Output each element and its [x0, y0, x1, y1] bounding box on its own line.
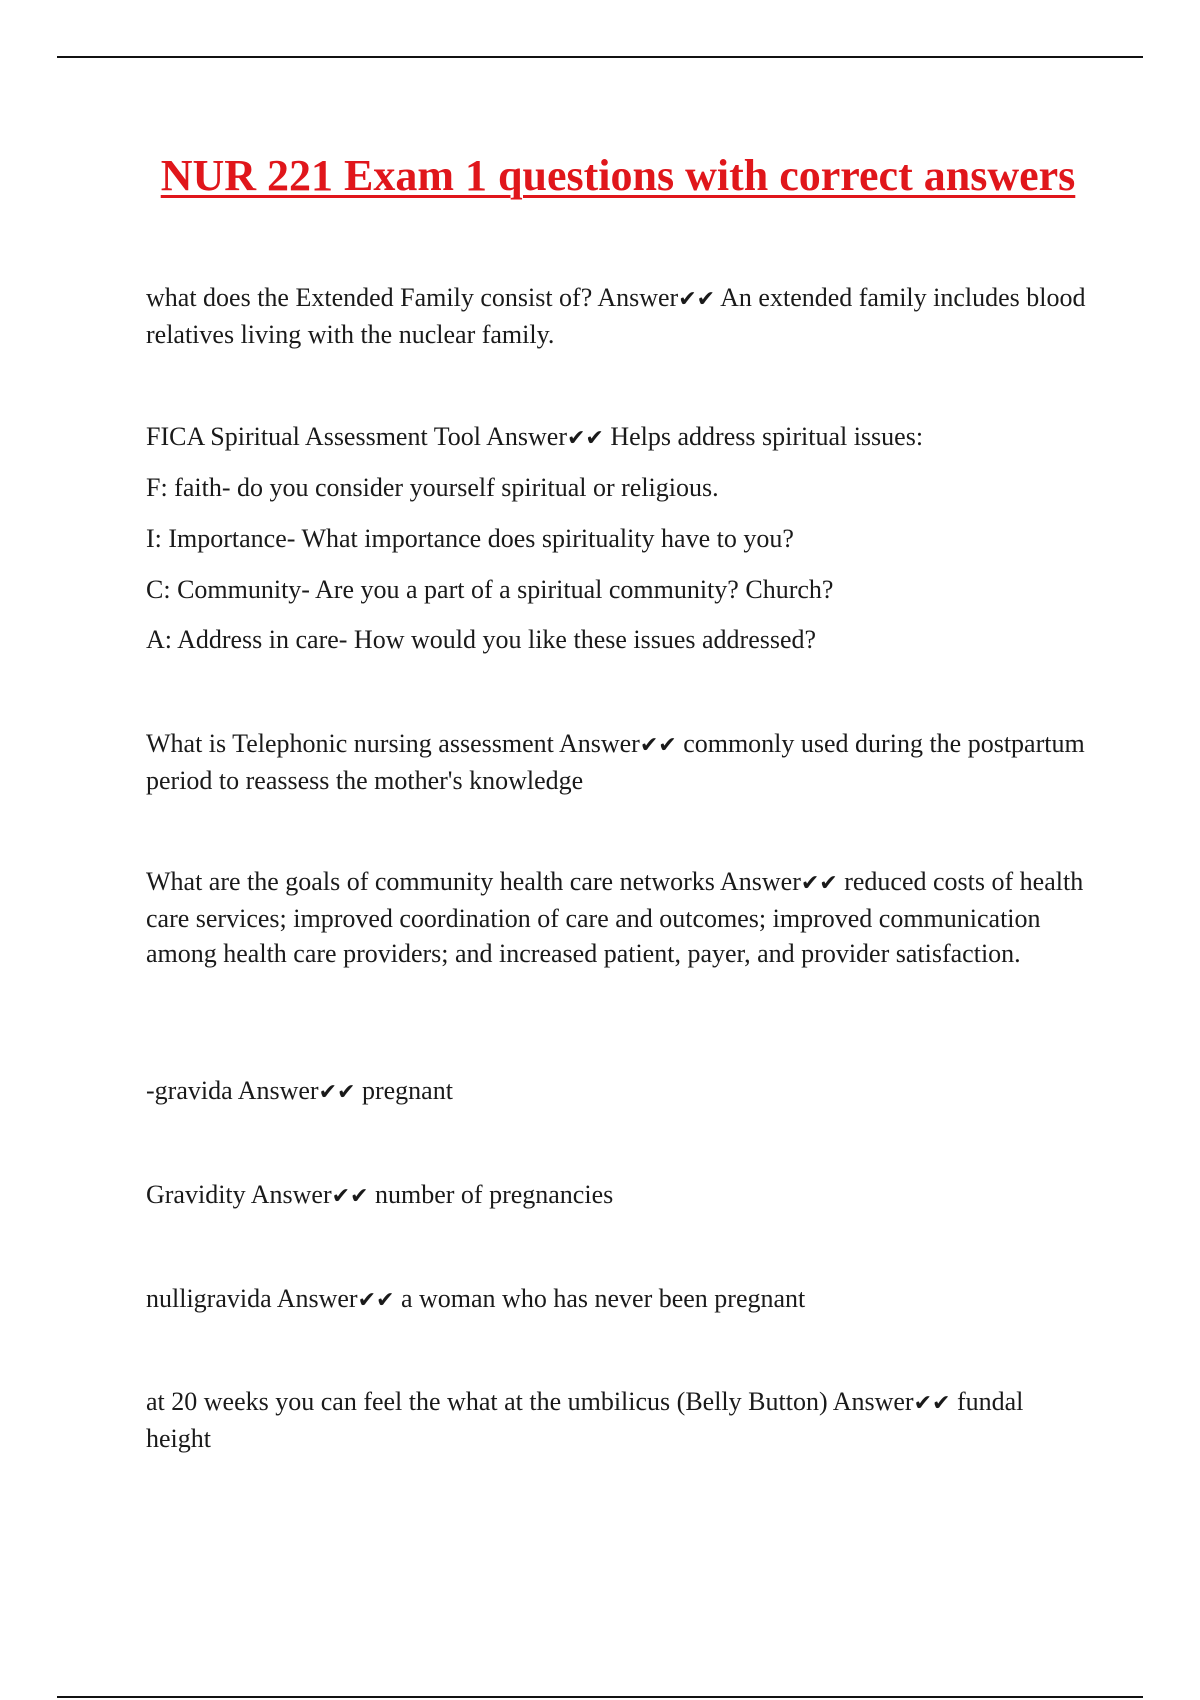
check-icon: ✔✔: [357, 1288, 395, 1313]
answer-text: An extended family includes blood relatives living with the nuclear family.: [146, 283, 1086, 349]
answer-label: Answer: [719, 867, 801, 896]
fica-detail-faith: F: faith- do you consider yourself spiritual or religious.: [146, 473, 719, 502]
qa-item: [146, 280, 1086, 352]
question-text: -gravida: [146, 1076, 233, 1105]
answer-text: fundal height: [146, 1387, 1024, 1453]
document-title: NUR 221 Exam 1 questions with correct answers: [160, 151, 1076, 200]
question-text: What are the goals of community health care networks: [146, 867, 715, 896]
question-text: What is Telephonic nursing assessment: [146, 729, 554, 758]
answer-text: Helps address spiritual issues:: [610, 422, 924, 451]
fica-detail-importance: I: Importance- What importance does spirituality have to you?: [146, 524, 794, 553]
check-icon: ✔✔: [678, 287, 716, 312]
question-text: Gravidity: [146, 1180, 246, 1209]
qa-item: [146, 1384, 1086, 1456]
check-icon: ✔✔: [913, 1391, 951, 1416]
answer-label: Answer: [597, 283, 679, 312]
answer-label: Answer: [250, 1180, 332, 1209]
bottom-rule: [57, 1696, 1143, 1698]
qa-item: [146, 864, 1086, 971]
top-rule: [57, 56, 1143, 58]
answer-text: number of pregnancies: [374, 1180, 614, 1209]
qa-item: [146, 726, 1086, 798]
answer-text: reduced costs of health care services; improved coordination of care and outcomes; improved communication among health care providers; and increased patient, payer, and provider satisfaction.: [146, 867, 1084, 968]
answer-label: Answer: [276, 1284, 358, 1313]
question-text: what does the Extended Family consist of?: [146, 283, 593, 312]
qa-item: [146, 1073, 1086, 1110]
fica-detail-address: A: Address in care- How would you like these issues addressed?: [146, 625, 817, 654]
check-icon: ✔✔: [639, 733, 677, 758]
answer-label: Answer: [237, 1076, 319, 1105]
answer-label: Answer: [486, 422, 567, 451]
qa-item: [146, 1281, 1086, 1318]
fica-detail-community: C: Community- Are you a part of a spiritual community? Church?: [146, 575, 834, 604]
qa-item: [146, 419, 1086, 456]
check-icon: ✔✔: [331, 1184, 369, 1209]
qa-item: [146, 1177, 1086, 1214]
check-icon: ✔✔: [800, 871, 838, 896]
question-text: FICA Spiritual Assessment Tool: [146, 422, 482, 451]
question-text: nulligravida: [146, 1284, 272, 1313]
question-text: at 20 weeks you can feel the what at the umbilicus (Belly Button): [146, 1387, 828, 1416]
check-icon: ✔✔: [318, 1080, 356, 1105]
answer-text: commonly used during the postpartum period to reassess the mother's knowledge: [146, 729, 1085, 795]
answer-label: Answer: [832, 1387, 914, 1416]
answer-text: a woman who has never been pregnant: [400, 1284, 806, 1313]
answer-label: Answer: [558, 729, 640, 758]
check-icon: ✔✔: [566, 426, 604, 451]
answer-text: pregnant: [361, 1076, 453, 1105]
